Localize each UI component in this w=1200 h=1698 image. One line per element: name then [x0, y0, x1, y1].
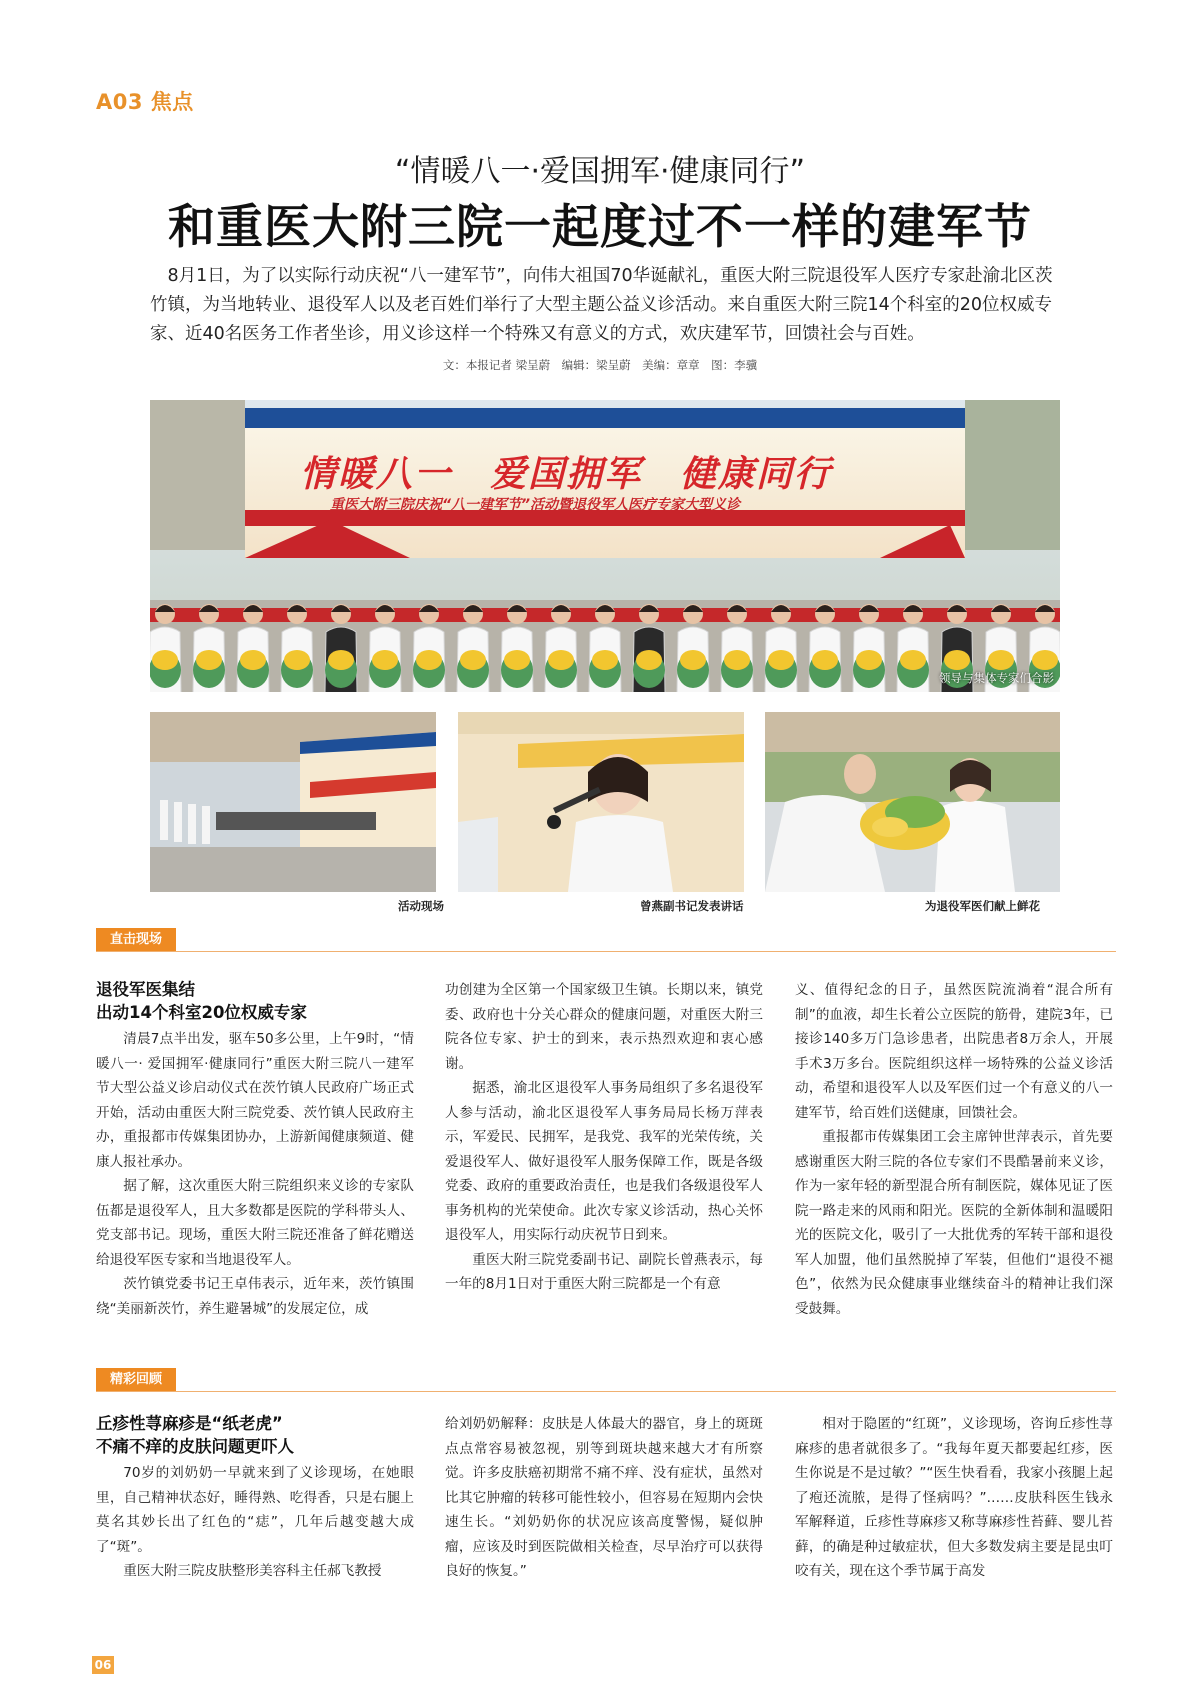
group-photo: [150, 400, 1060, 692]
small-photo-caption-2: 曾燕副书记发表讲话: [640, 899, 744, 913]
s2-c3-p1: 相对于隐匿的“红斑”，义诊现场，咨询丘疹性荨麻疹的患者就很多了。“我每年夏天都要起红疹，医生你说是不是过敏？”“医生快看看，我家小孩腿上起了疱还流脓，是得了怪病吗？”……皮肤科医生钱永军解释道，丘疹性荨麻疹又称荨麻疹性苔藓、婴儿苔藓，的确是种过敏症状，但大多数发病主要是昆虫叮咬有关，现在这个季节属于高发: [795, 1416, 1113, 1579]
s2-c2-p1: 给刘奶奶解释：皮肤是人体最大的器官，身上的斑斑点点常容易被忽视，别等到斑块越来越大才有所察觉。许多皮肤癌初期常不痛不痒、没有症状，虽然对比其它肿瘤的转移可能性较小，但容易在短期内会快速生长。“刘奶奶你的状况应该高度警惕，疑似肿瘤，应该及时到医院做相关检查，尽早治疗可以获得良好的恢复。”: [445, 1416, 763, 1579]
s1-subhead-line1: 退役军医集结: [96, 980, 195, 999]
s1-column-1: [96, 978, 414, 1321]
article-credits: 文：本报记者 梁呈蔚 编辑：梁呈蔚 美编：章章 图：李骥: [442, 358, 758, 372]
s1-c2-p2: 据悉，渝北区退役军人事务局组织了多名退役军人参与活动，渝北区退役军人事务局局长杨万萍表示，军爱民、民拥军，是我党、我军的光荣传统，关爱退役军人、做好退役军人服务保障工作，既是各级党委、政府的重要政治责任，也是我们各级退役军人事务机构的光荣使命。此次专家义诊活动，热心关怀退役军人，用实际行动庆祝节日到来。: [445, 1080, 763, 1243]
small-photo-caption-3: 为退役军医们献上鲜花: [925, 899, 1040, 913]
s2-column-2: [445, 1412, 763, 1584]
s2-c1-p1: 70岁的刘奶奶一早就来到了义诊现场，在她眼里，自己精神状态好，睡得熟、吃得香，只是右腿上莫名其妙长出了红色的“痣”，几年后越变越大成了“斑”。: [96, 1465, 414, 1555]
article-kicker: “情暖八一·爱国拥军·健康同行”: [394, 154, 806, 189]
article-lede: 8月1日，为了以实际行动庆祝“八一建军节”，向伟大祖国70华诞献礼，重医大附三院退役军人医疗专家赴渝北区茨竹镇，为当地转业、退役军人以及老百姓们举行了大型主题公益义诊活动。来自重医大附三院14个科室的20位权威专家、近40名医务工作者坐诊，用义诊这样一个特殊又有意义的方式，欢庆建军节，回馈社会与百姓。: [150, 266, 1053, 344]
s1-column-2: [445, 978, 763, 1297]
s1-c3-p1: 义、值得纪念的日子，虽然医院流淌着“混合所有制”的血液，却生长着公立医院的筋骨，建院3年，已接诊140多万门急诊患者，出院患者8万余人，开展手术3万多台。医院组织这样一场特殊的公益义诊活动，希望和退役军人以及军医们过一个有意义的八一建军节，给百姓们送健康，回馈社会。: [795, 982, 1113, 1121]
section-tag-review: 精彩回顾: [96, 1368, 176, 1392]
banner-title: 情暖八一 爱国拥军 健康同行: [300, 454, 833, 495]
s2-subhead-line2: 不痛不痒的皮肤问题更吓人: [96, 1437, 294, 1456]
section-rule: [96, 951, 1116, 952]
banner-subtitle: 重医大附三院庆祝“八一建军节”活动暨退役军人医疗专家大型义诊: [330, 497, 741, 513]
s1-c3-p2: 重报都市传媒集团工会主席钟世萍表示，首先要感谢重医大附三院的各位专家们不畏酷暑前来义诊，作为一家年轻的新型混合所有制医院，媒体见证了医院一路走来的风雨和阳光。医院的全新体制和温暖阳光的医院文化，吸引了一大批优秀的军转干部和退役军人加盟，他们虽然脱掉了军装，但他们“退役不褪色”，依然为民众健康事业继续奋斗的精神让我们深受鼓舞。: [795, 1129, 1113, 1317]
group-people: [150, 520, 1060, 692]
small-photo-caption-1: 活动现场: [398, 899, 444, 913]
flower-photo: [765, 712, 1060, 892]
s2-c1-p2: 重医大附三院皮肤整形美容科主任郝飞教授: [123, 1563, 382, 1579]
speech-photo: [458, 712, 744, 892]
section-rule: [96, 1391, 1116, 1392]
event-scene-photo: [150, 712, 436, 892]
s2-subhead: [96, 1412, 414, 1458]
s2-column-3: [795, 1412, 1113, 1584]
s1-c2-p1: 功创建为全区第一个国家级卫生镇。长期以来，镇党委、政府也十分关心群众的健康问题，对重医大附三院各位专家、护士的到来，表示热烈欢迎和衷心感谢。: [445, 982, 763, 1072]
s1-c1-p1: 清晨7点半出发，驱车50多公里，上午9时，“情暖八一· 爱国拥军·健康同行”重医大附三院八一建军节大型公益义诊启动仪式在茨竹镇人民政府广场正式开始，活动由重医大附三院党委、茨竹镇人民政府主办，重报都市传媒集团协办，上游新闻健康频道、健康人报社承办。: [96, 1031, 414, 1170]
s1-c2-p3: 重医大附三院党委副书记、副院长曾燕表示，每一年的8月1日对于重医大附三院都是一个有意: [445, 1251, 763, 1292]
s2-subhead-line1: 丘疹性荨麻疹是“纸老虎”: [96, 1414, 283, 1433]
s1-subhead-line2: 出动14个科室20位权威专家: [96, 1003, 307, 1022]
article-headline: 和重医大附三院一起度过不一样的建军节: [168, 200, 1032, 255]
s1-column-3: [795, 978, 1113, 1321]
s1-c1-p3: 茨竹镇党委书记王卓伟表示，近年来，茨竹镇围绕“美丽新茨竹，养生避暑城”的发展定位，成: [96, 1276, 414, 1317]
section-tag-live: 直击现场: [96, 928, 176, 952]
section-bar-live: [96, 928, 1116, 952]
main-photo-caption: 领导与集体专家们合影: [939, 671, 1054, 685]
s1-subhead: [96, 978, 414, 1024]
section-code: A03 焦点: [96, 90, 194, 114]
s2-column-1: [96, 1412, 414, 1584]
page-number: 06: [92, 1656, 114, 1674]
section-bar-review: [96, 1368, 1116, 1392]
s1-c1-p2: 据了解，这次重医大附三院组织来义诊的专家队伍都是退役军人，且大多数都是医院的学科带头人、党支部书记。现场，重医大附三院还准备了鲜花赠送给退役军医专家和当地退役军人。: [96, 1178, 414, 1268]
